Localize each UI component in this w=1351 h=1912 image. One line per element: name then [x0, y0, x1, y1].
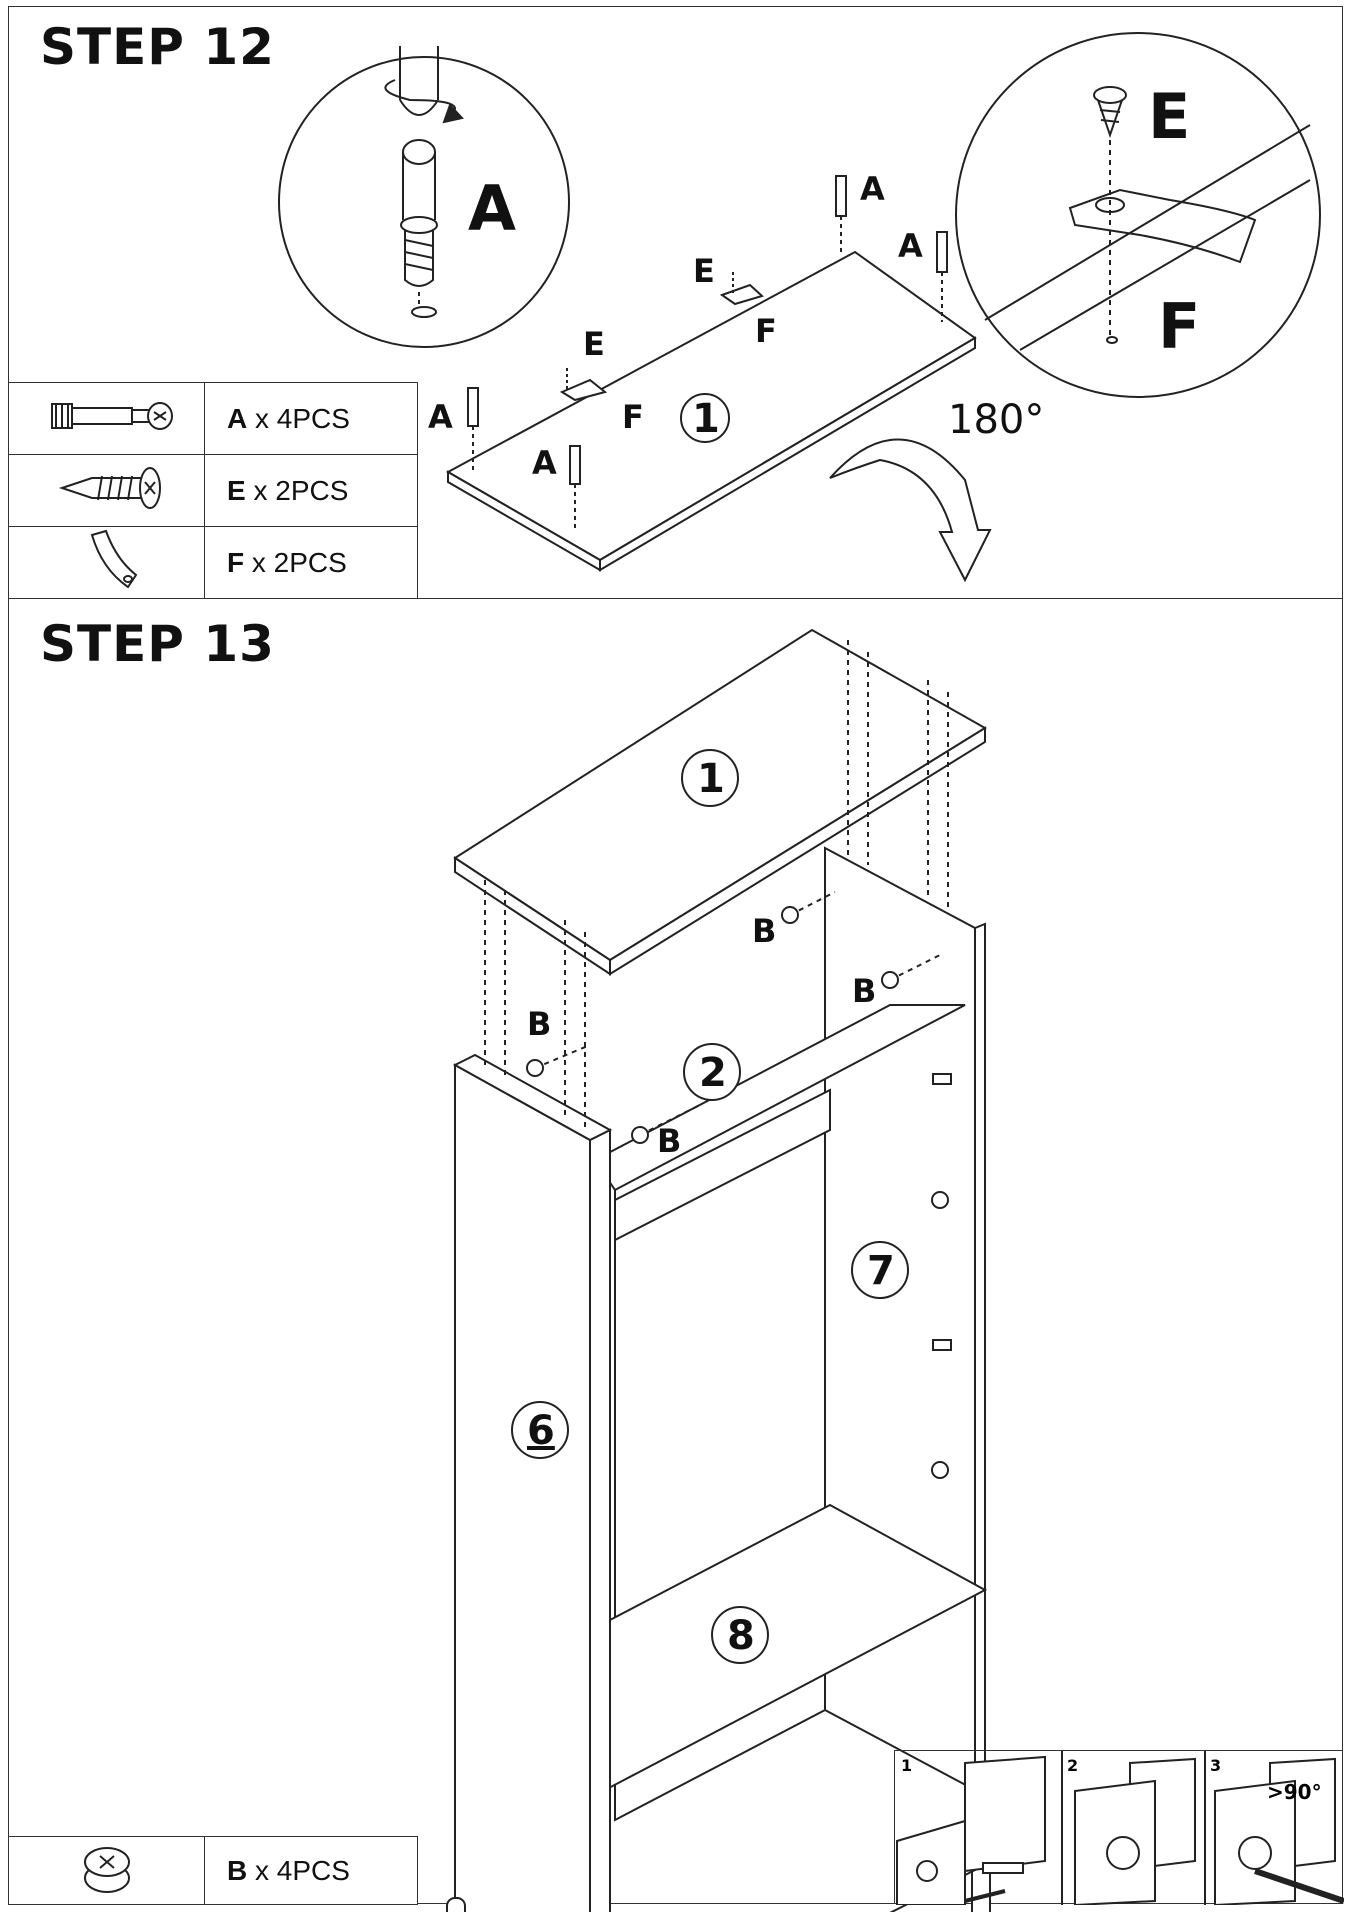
- inset-step-1: 1: [901, 1756, 913, 1775]
- label-a-2: A: [532, 444, 557, 482]
- metal-bracket-icon: [9, 527, 205, 599]
- rotation-arrow-icon: [830, 439, 990, 580]
- step12-parts-table: [8, 382, 418, 599]
- inset-step-3: 3: [1210, 1756, 1222, 1775]
- step12-title: STEP 12: [40, 18, 275, 76]
- step13-parts-table: [8, 1836, 418, 1905]
- panel-1-number: 1: [692, 396, 720, 442]
- detail-label-e: E: [1148, 80, 1191, 153]
- panel-7-number: 7: [867, 1248, 895, 1294]
- label-b-1: B: [527, 1005, 552, 1043]
- part-e-qty: E x 2PCS: [205, 455, 418, 527]
- label-a-3: A: [860, 170, 885, 208]
- cam-lock-b-2: [632, 1127, 648, 1143]
- cam-lock-b-4: [882, 972, 898, 988]
- part-b-qty: B x 4PCS: [205, 1837, 418, 1905]
- label-b-2: B: [657, 1122, 682, 1160]
- cam-lock-icon: [9, 1837, 205, 1905]
- part-f-qty: F x 2PCS: [205, 527, 418, 599]
- panel1-cam-bolt-4: [937, 232, 947, 322]
- step13-title: STEP 13: [40, 615, 275, 673]
- panel-6-drawing: [455, 1055, 610, 1912]
- cam-lock-instruction-inset: [894, 1750, 1343, 1904]
- panel-2-number: 2: [699, 1050, 727, 1096]
- detail-circle-ef: [956, 33, 1320, 397]
- panel-6-number: 6: [527, 1408, 555, 1454]
- cam-lock-b-1: [527, 1060, 543, 1076]
- label-f-2: F: [755, 312, 777, 350]
- label-b-3: B: [752, 912, 777, 950]
- panel-8-number: 8: [727, 1613, 755, 1659]
- label-e-2: E: [693, 252, 715, 290]
- detail-label-a: A: [468, 172, 516, 245]
- detail-label-f: F: [1158, 290, 1201, 363]
- label-a-4: A: [898, 227, 923, 265]
- cam-bolt-icon: [9, 383, 205, 455]
- leg-front-left: [447, 1898, 465, 1912]
- detail-circle-a: [279, 46, 569, 347]
- wood-screw-icon: [9, 455, 205, 527]
- panel-1-drawing: [448, 176, 975, 570]
- cam-lock-b-3: [782, 907, 798, 923]
- label-e-1: E: [583, 325, 605, 363]
- label-a-1: A: [428, 398, 453, 436]
- rotation-label: 180°: [948, 397, 1045, 443]
- inset-angle-label: >90°: [1267, 1780, 1322, 1804]
- label-b-4: B: [852, 972, 877, 1010]
- inset-step-2: 2: [1067, 1756, 1079, 1775]
- panel-1-number-13: 1: [697, 756, 725, 802]
- label-f-1: F: [622, 398, 644, 436]
- panel1-bracket-2: [722, 285, 762, 304]
- panel1-cam-bolt-3: [836, 176, 846, 255]
- part-a-qty: A x 4PCS: [205, 383, 418, 455]
- step13-illustration: [0, 600, 1351, 1912]
